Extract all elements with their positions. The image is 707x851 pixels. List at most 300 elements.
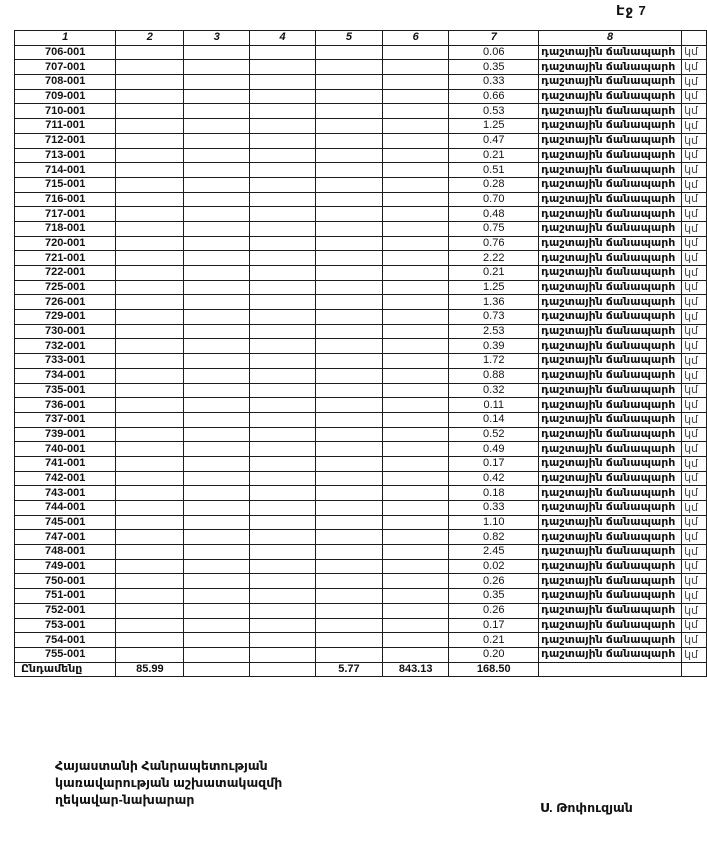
row-cell-4 <box>250 280 316 295</box>
row-unit-mark: կմ <box>682 545 707 560</box>
row-cell-4 <box>250 163 316 178</box>
row-cell-2 <box>116 119 184 134</box>
row-code-cell: 733-001 <box>15 354 116 369</box>
row-value-cell: 0.33 <box>449 501 539 516</box>
row-code-cell: 717-001 <box>15 207 116 222</box>
row-cell-5 <box>315 559 382 574</box>
row-cell-2 <box>116 324 184 339</box>
row-cell-3 <box>184 545 250 560</box>
table-row <box>15 221 707 236</box>
row-cell-2 <box>116 236 184 251</box>
row-cell-4 <box>250 148 316 163</box>
row-cell-5 <box>315 456 382 471</box>
row-value-cell: 0.39 <box>449 339 539 354</box>
row-cell-3 <box>184 574 250 589</box>
row-cell-4 <box>250 339 316 354</box>
row-value-cell: 0.26 <box>449 574 539 589</box>
table-row <box>15 647 707 662</box>
row-code-cell: 752-001 <box>15 603 116 618</box>
row-cell-3 <box>184 177 250 192</box>
row-cell-3 <box>184 236 250 251</box>
totals-col6: 843.13 <box>382 662 448 677</box>
page-number-label: Էջ 7 <box>616 3 647 18</box>
row-unit-mark: կմ <box>682 354 707 369</box>
row-code-cell: 745-001 <box>15 515 116 530</box>
row-unit-mark: կմ <box>682 618 707 633</box>
table-row <box>15 207 707 222</box>
row-value-cell: 1.36 <box>449 295 539 310</box>
table-row <box>15 515 707 530</box>
row-cell-2 <box>116 192 184 207</box>
row-code-cell: 735-001 <box>15 383 116 398</box>
row-cell-6 <box>382 119 448 134</box>
row-unit-mark: կմ <box>682 104 707 119</box>
row-unit-mark: կմ <box>682 295 707 310</box>
table-row <box>15 530 707 545</box>
row-cell-5 <box>315 486 382 501</box>
totals-col5: 5.77 <box>315 662 382 677</box>
row-cell-3 <box>184 192 250 207</box>
row-cell-5 <box>315 75 382 90</box>
row-cell-2 <box>116 574 184 589</box>
row-cell-3 <box>184 60 250 75</box>
row-cell-5 <box>315 647 382 662</box>
row-cell-6 <box>382 442 448 457</box>
row-unit-mark: կմ <box>682 148 707 163</box>
row-code-cell: 709-001 <box>15 89 116 104</box>
row-cell-5 <box>315 574 382 589</box>
table-row <box>15 236 707 251</box>
row-cell-5 <box>315 471 382 486</box>
row-road-type-cell: դաշտային ճանապարհ <box>539 618 682 633</box>
row-cell-6 <box>382 207 448 222</box>
row-cell-6 <box>382 574 448 589</box>
row-cell-4 <box>250 486 316 501</box>
row-cell-3 <box>184 647 250 662</box>
row-cell-6 <box>382 647 448 662</box>
row-cell-6 <box>382 530 448 545</box>
row-road-type-cell: դաշտային ճանապարհ <box>539 471 682 486</box>
row-code-cell: 755-001 <box>15 647 116 662</box>
signatory-title-line: ղեկավար-նախարար <box>55 793 195 807</box>
table-row <box>15 354 707 369</box>
row-unit-mark: կմ <box>682 456 707 471</box>
row-cell-6 <box>382 471 448 486</box>
row-cell-5 <box>315 442 382 457</box>
row-cell-6 <box>382 603 448 618</box>
row-cell-6 <box>382 310 448 325</box>
row-code-cell: 736-001 <box>15 398 116 413</box>
row-code-cell: 737-001 <box>15 412 116 427</box>
row-cell-5 <box>315 177 382 192</box>
row-unit-mark: կմ <box>682 177 707 192</box>
row-code-cell: 747-001 <box>15 530 116 545</box>
row-unit-mark: կմ <box>682 192 707 207</box>
row-cell-6 <box>382 163 448 178</box>
row-unit-mark: կմ <box>682 207 707 222</box>
row-road-type-cell: դաշտային ճանապարհ <box>539 383 682 398</box>
row-cell-6 <box>382 221 448 236</box>
row-unit-mark: կմ <box>682 266 707 281</box>
row-cell-6 <box>382 280 448 295</box>
row-cell-4 <box>250 207 316 222</box>
row-cell-5 <box>315 633 382 648</box>
row-unit-mark: կմ <box>682 133 707 148</box>
row-cell-6 <box>382 295 448 310</box>
row-unit-mark: կմ <box>682 119 707 134</box>
row-value-cell: 0.17 <box>449 456 539 471</box>
row-cell-2 <box>116 266 184 281</box>
row-value-cell: 2.45 <box>449 545 539 560</box>
table-row <box>15 603 707 618</box>
row-cell-6 <box>382 515 448 530</box>
column-header-2: 2 <box>116 31 184 46</box>
row-unit-mark: կմ <box>682 398 707 413</box>
row-cell-4 <box>250 251 316 266</box>
row-cell-3 <box>184 515 250 530</box>
row-cell-5 <box>315 310 382 325</box>
row-cell-5 <box>315 192 382 207</box>
row-cell-4 <box>250 530 316 545</box>
row-code-cell: 740-001 <box>15 442 116 457</box>
row-cell-4 <box>250 427 316 442</box>
row-cell-3 <box>184 471 250 486</box>
row-cell-3 <box>184 486 250 501</box>
row-road-type-cell: դաշտային ճանապարհ <box>539 177 682 192</box>
row-code-cell: 707-001 <box>15 60 116 75</box>
row-cell-5 <box>315 412 382 427</box>
table-row <box>15 310 707 325</box>
row-value-cell: 0.52 <box>449 427 539 442</box>
row-cell-2 <box>116 633 184 648</box>
row-cell-5 <box>315 427 382 442</box>
row-cell-4 <box>250 647 316 662</box>
row-value-cell: 0.02 <box>449 559 539 574</box>
row-cell-5 <box>315 603 382 618</box>
row-value-cell: 0.53 <box>449 104 539 119</box>
row-cell-2 <box>116 515 184 530</box>
row-cell-4 <box>250 133 316 148</box>
row-road-type-cell: դաշտային ճանապարհ <box>539 339 682 354</box>
row-unit-mark: կմ <box>682 515 707 530</box>
row-road-type-cell: դաշտային ճանապարհ <box>539 647 682 662</box>
row-cell-4 <box>250 574 316 589</box>
row-cell-3 <box>184 324 250 339</box>
row-cell-4 <box>250 501 316 516</box>
row-cell-6 <box>382 383 448 398</box>
row-cell-6 <box>382 45 448 60</box>
row-cell-5 <box>315 501 382 516</box>
row-code-cell: 710-001 <box>15 104 116 119</box>
totals-col7: 168.50 <box>449 662 539 677</box>
row-code-cell: 749-001 <box>15 559 116 574</box>
table-row <box>15 75 707 90</box>
row-cell-6 <box>382 368 448 383</box>
row-code-cell: 712-001 <box>15 133 116 148</box>
row-cell-2 <box>116 133 184 148</box>
row-road-type-cell: դաշտային ճանապարհ <box>539 427 682 442</box>
row-road-type-cell: դաշտային ճանապարհ <box>539 251 682 266</box>
row-cell-2 <box>116 603 184 618</box>
row-unit-mark: կմ <box>682 236 707 251</box>
row-value-cell: 0.73 <box>449 310 539 325</box>
table-row <box>15 559 707 574</box>
row-cell-2 <box>116 471 184 486</box>
column-header-4: 4 <box>250 31 316 46</box>
row-code-cell: 734-001 <box>15 368 116 383</box>
row-cell-6 <box>382 133 448 148</box>
row-cell-2 <box>116 177 184 192</box>
row-cell-5 <box>315 236 382 251</box>
row-road-type-cell: դաշտային ճանապարհ <box>539 398 682 413</box>
row-cell-5 <box>315 89 382 104</box>
row-code-cell: 706-001 <box>15 45 116 60</box>
row-code-cell: 714-001 <box>15 163 116 178</box>
table-row <box>15 45 707 60</box>
row-cell-6 <box>382 251 448 266</box>
row-cell-3 <box>184 501 250 516</box>
row-cell-2 <box>116 75 184 90</box>
row-cell-4 <box>250 89 316 104</box>
row-cell-4 <box>250 368 316 383</box>
table-row <box>15 266 707 281</box>
row-cell-4 <box>250 236 316 251</box>
signatory-title-line: կառավարության աշխատակազմի <box>55 776 283 790</box>
road-register-table <box>14 30 707 677</box>
row-code-cell: 750-001 <box>15 574 116 589</box>
row-road-type-cell: դաշտային ճանապարհ <box>539 574 682 589</box>
row-cell-5 <box>315 266 382 281</box>
row-code-cell: 732-001 <box>15 339 116 354</box>
row-cell-2 <box>116 486 184 501</box>
row-unit-mark: կմ <box>682 589 707 604</box>
row-cell-3 <box>184 280 250 295</box>
row-cell-3 <box>184 310 250 325</box>
row-road-type-cell: դաշտային ճանապարհ <box>539 456 682 471</box>
row-code-cell: 711-001 <box>15 119 116 134</box>
row-cell-3 <box>184 207 250 222</box>
row-cell-2 <box>116 559 184 574</box>
row-cell-2 <box>116 589 184 604</box>
row-value-cell: 1.25 <box>449 280 539 295</box>
row-cell-6 <box>382 589 448 604</box>
row-cell-2 <box>116 354 184 369</box>
row-value-cell: 2.22 <box>449 251 539 266</box>
row-cell-3 <box>184 119 250 134</box>
row-cell-5 <box>315 515 382 530</box>
row-cell-3 <box>184 368 250 383</box>
row-cell-2 <box>116 280 184 295</box>
row-unit-mark: կմ <box>682 633 707 648</box>
table-row <box>15 545 707 560</box>
row-cell-4 <box>250 515 316 530</box>
row-unit-mark: կմ <box>682 383 707 398</box>
row-cell-3 <box>184 104 250 119</box>
row-cell-6 <box>382 75 448 90</box>
row-cell-5 <box>315 354 382 369</box>
row-cell-6 <box>382 398 448 413</box>
row-cell-3 <box>184 163 250 178</box>
row-cell-2 <box>116 398 184 413</box>
column-header-3: 3 <box>184 31 250 46</box>
row-code-cell: 716-001 <box>15 192 116 207</box>
row-road-type-cell: դաշտային ճանապարհ <box>539 133 682 148</box>
totals-label: Ընդամենը <box>15 662 116 677</box>
row-road-type-cell: դաշտային ճանապարհ <box>539 589 682 604</box>
row-cell-5 <box>315 383 382 398</box>
row-unit-mark: կմ <box>682 45 707 60</box>
totals-margin <box>682 662 707 677</box>
row-cell-6 <box>382 148 448 163</box>
row-cell-6 <box>382 339 448 354</box>
row-cell-2 <box>116 104 184 119</box>
row-value-cell: 0.75 <box>449 221 539 236</box>
row-cell-4 <box>250 442 316 457</box>
totals-row <box>15 662 707 677</box>
row-value-cell: 0.82 <box>449 530 539 545</box>
column-header-5: 5 <box>315 31 382 46</box>
row-cell-4 <box>250 545 316 560</box>
totals-col8 <box>539 662 682 677</box>
table-row <box>15 280 707 295</box>
table-row <box>15 60 707 75</box>
row-cell-6 <box>382 177 448 192</box>
row-cell-3 <box>184 618 250 633</box>
table-row <box>15 398 707 413</box>
row-cell-2 <box>116 221 184 236</box>
row-cell-5 <box>315 339 382 354</box>
row-road-type-cell: դաշտային ճանապարհ <box>539 559 682 574</box>
row-road-type-cell: դաշտային ճանապարհ <box>539 310 682 325</box>
row-value-cell: 0.11 <box>449 398 539 413</box>
row-cell-4 <box>250 119 316 134</box>
row-code-cell: 744-001 <box>15 501 116 516</box>
row-cell-2 <box>116 368 184 383</box>
row-code-cell: 754-001 <box>15 633 116 648</box>
row-road-type-cell: դաշտային ճանապարհ <box>539 148 682 163</box>
row-cell-2 <box>116 163 184 178</box>
row-value-cell: 0.47 <box>449 133 539 148</box>
row-unit-mark: կմ <box>682 339 707 354</box>
row-code-cell: 726-001 <box>15 295 116 310</box>
row-cell-2 <box>116 339 184 354</box>
row-cell-5 <box>315 368 382 383</box>
row-cell-3 <box>184 456 250 471</box>
row-cell-4 <box>250 589 316 604</box>
table-row <box>15 574 707 589</box>
row-unit-mark: կմ <box>682 471 707 486</box>
row-cell-4 <box>250 192 316 207</box>
row-cell-5 <box>315 618 382 633</box>
row-value-cell: 0.88 <box>449 368 539 383</box>
row-road-type-cell: դաշտային ճանապարհ <box>539 368 682 383</box>
row-road-type-cell: դաշտային ճանապարհ <box>539 60 682 75</box>
row-cell-3 <box>184 589 250 604</box>
row-cell-4 <box>250 266 316 281</box>
row-value-cell: 0.33 <box>449 75 539 90</box>
table-row <box>15 471 707 486</box>
row-cell-5 <box>315 589 382 604</box>
row-cell-2 <box>116 412 184 427</box>
row-cell-2 <box>116 618 184 633</box>
row-road-type-cell: դաշտային ճանապարհ <box>539 295 682 310</box>
row-unit-mark: կմ <box>682 310 707 325</box>
table-row <box>15 486 707 501</box>
signatory-title-line: Հայաստանի Հանրապետության <box>55 759 268 773</box>
row-unit-mark: կմ <box>682 60 707 75</box>
row-cell-3 <box>184 442 250 457</box>
row-cell-2 <box>116 647 184 662</box>
row-cell-4 <box>250 295 316 310</box>
row-cell-3 <box>184 89 250 104</box>
row-road-type-cell: դաշտային ճանապարհ <box>539 486 682 501</box>
column-header-6: 6 <box>382 31 448 46</box>
row-cell-2 <box>116 383 184 398</box>
row-cell-4 <box>250 398 316 413</box>
table-row <box>15 412 707 427</box>
row-cell-3 <box>184 603 250 618</box>
totals-col4 <box>250 662 316 677</box>
row-value-cell: 0.21 <box>449 266 539 281</box>
row-road-type-cell: դաշտային ճանապարհ <box>539 530 682 545</box>
row-cell-4 <box>250 618 316 633</box>
row-cell-2 <box>116 456 184 471</box>
row-cell-4 <box>250 221 316 236</box>
totals-col3 <box>184 662 250 677</box>
table-row <box>15 192 707 207</box>
row-unit-mark: կմ <box>682 530 707 545</box>
row-value-cell: 0.06 <box>449 45 539 60</box>
table-row <box>15 177 707 192</box>
row-road-type-cell: դաշտային ճանապարհ <box>539 221 682 236</box>
row-cell-3 <box>184 221 250 236</box>
row-code-cell: 741-001 <box>15 456 116 471</box>
row-cell-4 <box>250 324 316 339</box>
row-code-cell: 729-001 <box>15 310 116 325</box>
row-value-cell: 0.21 <box>449 633 539 648</box>
table-header-row <box>15 31 707 46</box>
row-cell-6 <box>382 60 448 75</box>
column-header-1: 1 <box>15 31 116 46</box>
row-value-cell: 1.72 <box>449 354 539 369</box>
row-road-type-cell: դաշտային ճանապարհ <box>539 324 682 339</box>
row-cell-3 <box>184 251 250 266</box>
row-cell-4 <box>250 177 316 192</box>
row-cell-6 <box>382 89 448 104</box>
column-header-margin <box>682 31 707 46</box>
row-cell-2 <box>116 442 184 457</box>
row-cell-5 <box>315 163 382 178</box>
table-row <box>15 133 707 148</box>
table-row <box>15 119 707 134</box>
table-row <box>15 339 707 354</box>
row-code-cell: 718-001 <box>15 221 116 236</box>
row-cell-2 <box>116 530 184 545</box>
row-value-cell: 0.49 <box>449 442 539 457</box>
row-cell-2 <box>116 310 184 325</box>
row-unit-mark: կմ <box>682 221 707 236</box>
row-code-cell: 713-001 <box>15 148 116 163</box>
row-cell-6 <box>382 545 448 560</box>
row-cell-6 <box>382 266 448 281</box>
row-cell-6 <box>382 412 448 427</box>
row-cell-2 <box>116 89 184 104</box>
row-unit-mark: կմ <box>682 647 707 662</box>
row-cell-5 <box>315 251 382 266</box>
row-cell-6 <box>382 104 448 119</box>
row-cell-4 <box>250 471 316 486</box>
row-cell-6 <box>382 236 448 251</box>
